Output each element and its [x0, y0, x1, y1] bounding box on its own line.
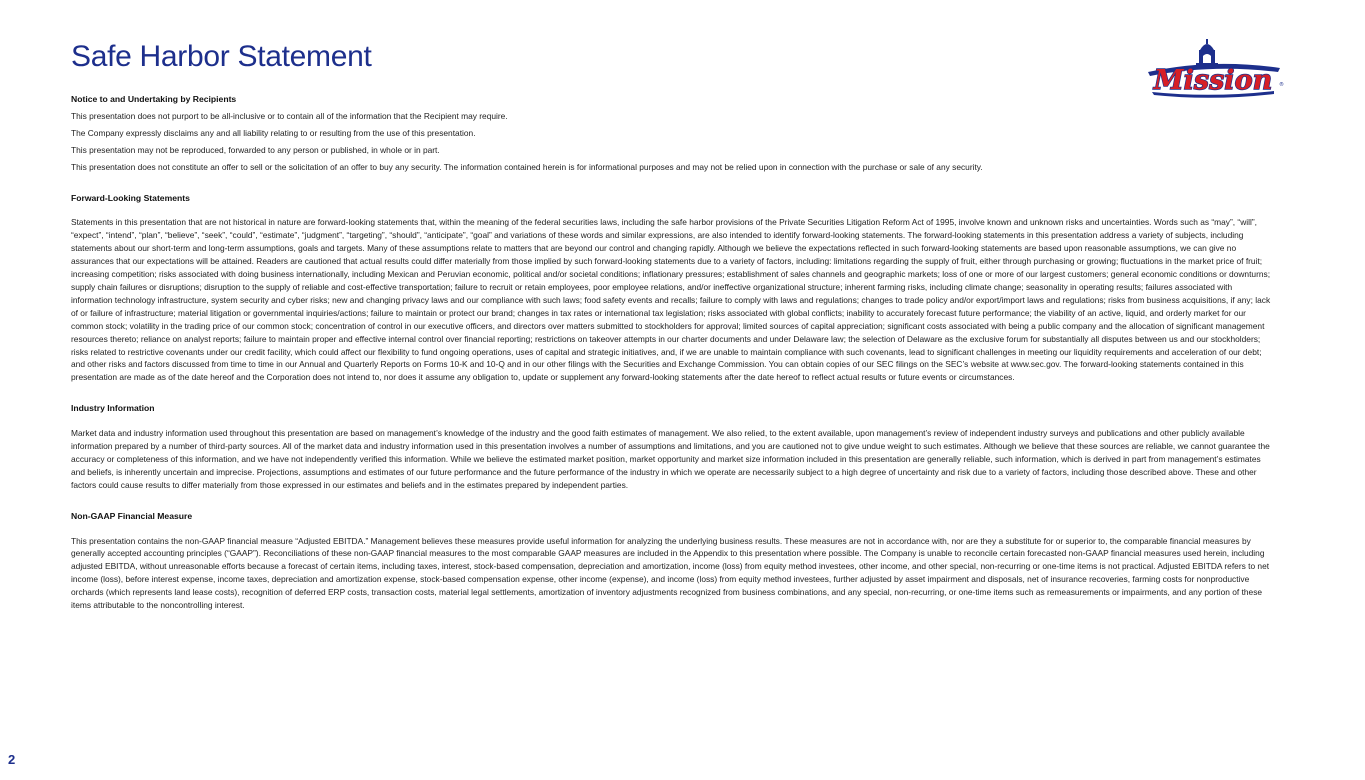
- page-title: Safe Harbor Statement: [71, 40, 372, 73]
- forward-looking-section: [71, 192, 1273, 385]
- notice-section: [71, 93, 1273, 174]
- notice-line: This presentation may not be reproduced, forwarded to any person or published, in whole or in part.: [71, 144, 440, 155]
- logo-wordmark: Mission: [1153, 65, 1273, 96]
- mission-logo: [1142, 34, 1284, 100]
- notice-line: The Company expressly disclaims any and all liability relating to or resulting from the use of this presentation.: [71, 127, 476, 138]
- notice-line: This presentation does not constitute an offer to sell or the solicitation of an offer to buy any security. The information contained herein is for informational purposes and may not be relied upon in connection with the purchase or sale of any security.: [71, 161, 983, 172]
- forward-looking-heading: Forward-Looking Statements: [71, 192, 190, 203]
- non-gaap-heading: Non-GAAP Financial Measure: [71, 510, 193, 521]
- non-gaap-section: [71, 510, 1273, 612]
- non-gaap-body: This presentation contains the non-GAAP financial measure “Adjusted EBITDA.” Management believes these measures provide useful information for analyzing the underlying business results. These measures are not in accordance with, nor are they a substitute for or superior to, the comparable financial measures by generally accepted accounting principles (“GAAP”). Reconciliations of these non-GAAP financial measures to the most comparable GAAP measures are included in the Appendix to this presentation where possible. The Company is unable to reconcile certain forecasted non-GAAP financial measures used herein, including adjusted EBITDA, without unreasonable efforts because a forecast of certain items, including taxes, interest, stock-based compensation, depreciation and amortization, income (loss) from equity method investees, other income, and other special, non-recurring or one-time items is not practical. Adjusted EBITDA refers to net income (loss), before interest expense, income taxes, depreciation and amortization expense, stock-based compensation expense, other income (expense), and income (loss) from equity method investees, further adjusted by asset impairment and disposals, net of insurance recoveries, farming costs for nonproductive orchards (which represents land lease costs), recognition of deferred ERP costs, transaction costs, material legal settlements, amortization of inventory adjustments recognized from business combinations, and any special, non-recurring, or one-time items such as remeasurements or impairments, and any portion of these items attributable to the noncontrolling interest.: [71, 535, 1270, 611]
- svg-text:®: ®: [1279, 82, 1284, 88]
- notice-line: This presentation does not purport to be all-inclusive or to contain all of the information that the Recipient may require.: [71, 110, 508, 121]
- bell-tower-icon: [1196, 39, 1218, 66]
- safe-harbor-content: [71, 93, 1273, 612]
- industry-heading: Industry Information: [71, 403, 155, 414]
- page-number: 2: [8, 752, 16, 767]
- notice-heading: Notice to and Undertaking by Recipients: [71, 94, 237, 104]
- industry-body: Market data and industry information used throughout this presentation are based on management’s knowledge of the industry and the good faith estimates of management. We also relied, to the extent available, upon management’s review of independent industry surveys and publications and other publicly available information prepared by a number of third-party sources. All of the market data and industry information used in this presentation involves a number of assumptions and limitations, and you are cautioned not to give undue weight to such estimates. Although we believe that these sources are reliable, we cannot guarantee the accuracy or completeness of this information, and we have not independently verified this information. While we believe the estimated market position, market opportunity and market size information included in this presentation are generally reliable, such information, which is derived in part from management’s estimates and beliefs, is inherently uncertain and imprecise. Projections, assumptions and estimates of our future performance and the future performance of the industry in which we operate are necessarily subject to a high degree of uncertainty and risk due to a variety of factors, including those described above. These and other factors could cause results to differ materially from those expressed in our estimates and beliefs and in the estimates prepared by independent parties.: [71, 428, 1270, 490]
- industry-section: [71, 402, 1273, 491]
- forward-looking-body: Statements in this presentation that are not historical in nature are forward-looking statements that, within the meaning of the federal securities laws, including the safe harbor provisions of the Private Securities Litigation Reform Act of 1995, involve known and unknown risks and uncertainties. Words such as “may”, “will”, “expect”, “intend”, “plan”, “believe”, “seek”, “could”, “estimate”, “judgment”, “targeting”, “should”, “anticipate”, “goal” and variations of these words and similar expressions, are also intended to identify forward-looking statements. The forward-looking statements in this presentation address a variety of subjects, including statements about our short-term and long-term assumptions, goals and targets. Many of these assumptions relate to matters that are beyond our control and changing rapidly. Although we believe the expectations reflected in such forward-looking statements are based upon reasonable assumptions, we can give no assurances that our expectations will be attained. Readers are cautioned that actual results could differ materially from those implied by such forward-looking statements due to a variety of factors, including: limitations regarding the supply of fruit, either through purchasing or growing; fluctuations in the market price of fruit; increasing competition; risks associated with doing business internationally, including Mexican and Peruvian economic, political and/or societal conditions; inflationary pressures; establishment of sales channels and geographic markets; loss of one or more of our largest customers; general economic conditions or downturns; supply chain failures or disruptions; disruption to the supply of reliable and cost-effective transportation; failure to recruit or retain employees, poor employee relations, and/or ineffective organizational structure; inherent farming risks, including climate change; seasonality in operating results; failures associated with information technology infrastructure, system security and cyber risks; new and changing privacy laws and our compliance with such laws; food safety events and recalls; failure to comply with laws and regulations; changes to trade policy and/or export/import laws and regulations; risks from business acquisitions, if any; lack of or failure of infrastructure; material litigation or governmental inquiries/actions; failure to maintain or protect our brand; changes in tax rates or international tax legislation; risks associated with global conflicts; inability to accurately forecast future performance; the viability of an active, liquid, and orderly market for our common stock; volatility in the trading price of our common stock; concentration of control in our executive officers, and directors over matters submitted to stockholders for approval; limited sources of capital appreciation; significant costs associated with being a public company and the allocation of significant management resources thereto; reliance on analyst reports; failure to maintain proper and effective internal control over financial reporting; restrictions on takeover attempts in our charter documents and under Delaware law; the selection of Delaware as the exclusive forum for substantially all disputes between us and our stockholders; risks related to restrictive covenants under our credit facility, which could affect our flexibility to fund ongoing operations, uses of capital and strategic initiatives, and, if we are unable to maintain compliance with such covenants, lead to significant challenges in meeting our liquidity requirements and acceleration of our debt; and other risks and factors discussed from time to time in our Annual and Quarterly Reports on Forms 10-K and 10-Q and in our other filings with the Securities and Exchange Commission. You can obtain copies of our SEC filings on the SEC’s website at www.sec.gov. The forward-looking statements contained in this presentation are made as of the date hereof and the Corporation does not intend to, nor does it assume any obligation to, update or supplement any forward-looking statements after the date hereof to reflect actual results or future events or circumstances.: [71, 217, 1271, 383]
